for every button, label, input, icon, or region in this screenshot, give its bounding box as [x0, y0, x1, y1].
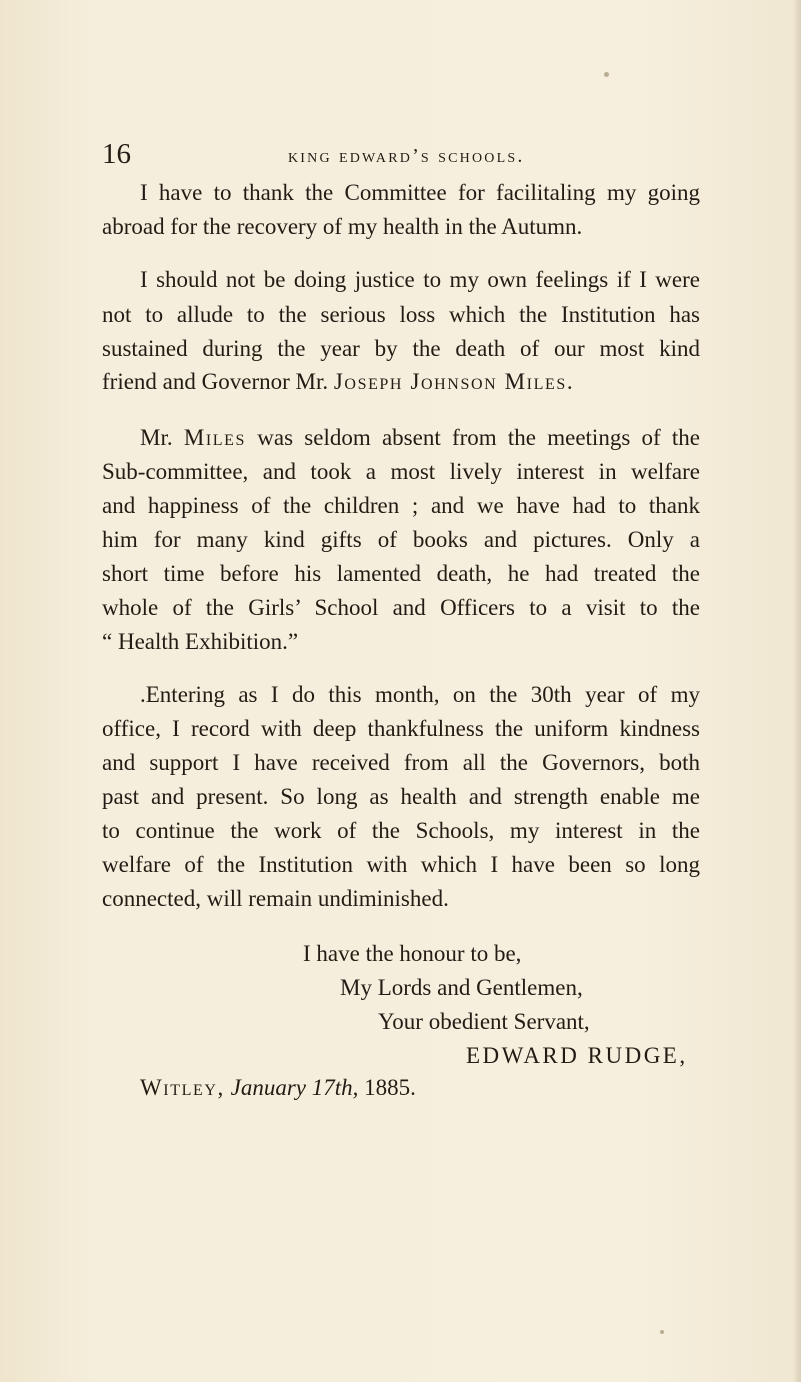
body-line: welfare of the Institution with which I have been so long	[102, 852, 700, 877]
dateline-date: January 17th,	[230, 1075, 359, 1100]
body-line: past and present. So long as health and strength enable me	[102, 784, 700, 809]
body-line: connected, will remain undiminished.	[102, 886, 449, 911]
dateline-year: 1885.	[364, 1075, 416, 1100]
body-line: not to allude to the serious loss which the Institution has	[102, 302, 700, 327]
dateline-place: Witley,	[140, 1075, 225, 1100]
closing-line: Your obedient Servant,	[378, 1009, 590, 1034]
body-line: .Entering as I do this month, on the 30th year of my	[140, 682, 700, 707]
person-name: Miles	[183, 425, 247, 450]
body-line: him for many kind gifts of books and pictures. Only a	[102, 527, 700, 552]
body-text: Mr.	[140, 425, 173, 450]
body-line: Sub-committee, and took a most lively interest in welfare	[102, 459, 700, 484]
body-line: abroad for the recovery of my health in the Autumn.	[102, 214, 583, 239]
page-number: 16	[102, 138, 131, 170]
paper-speck	[604, 72, 609, 77]
dateline	[140, 1074, 416, 1102]
closing-line: I have the honour to be,	[303, 941, 522, 966]
running-head-title: king edward’s schools.	[288, 145, 525, 167]
body-line	[102, 368, 574, 396]
body-line: I have to thank the Committee for facilitaling my going	[140, 180, 700, 205]
page-edge-shadow	[793, 0, 801, 1382]
body-text: friend and Governor Mr.	[102, 369, 329, 394]
closing-salutation: My Lords and Gentlemen,	[340, 975, 583, 1000]
body-line: to continue the work of the Schools, my interest in the	[102, 818, 700, 843]
body-line: “ Health Exhibition.”	[102, 629, 299, 654]
body-line: whole of the Girls’ School and Officers to a visit to the	[102, 595, 700, 620]
person-name: Joseph Johnson Miles.	[333, 369, 575, 394]
body-line: I should not be doing justice to my own feelings if I were	[140, 267, 700, 292]
body-line: office, I record with deep thankfulness the uniform kindness	[102, 716, 700, 741]
signature: EDWARD RUDGE,	[466, 1043, 688, 1068]
body-line: sustained during the year by the death of our most kind	[102, 336, 700, 361]
body-line	[140, 424, 700, 452]
body-text: was seldom absent from the meetings of the	[257, 425, 700, 450]
body-line: and support I have received from all the Governors, both	[102, 750, 700, 775]
body-line: and happiness of the children ; and we have had to thank	[102, 493, 700, 518]
body-line: short time before his lamented death, he had treated the	[102, 561, 700, 586]
paper-speck	[660, 1330, 664, 1334]
